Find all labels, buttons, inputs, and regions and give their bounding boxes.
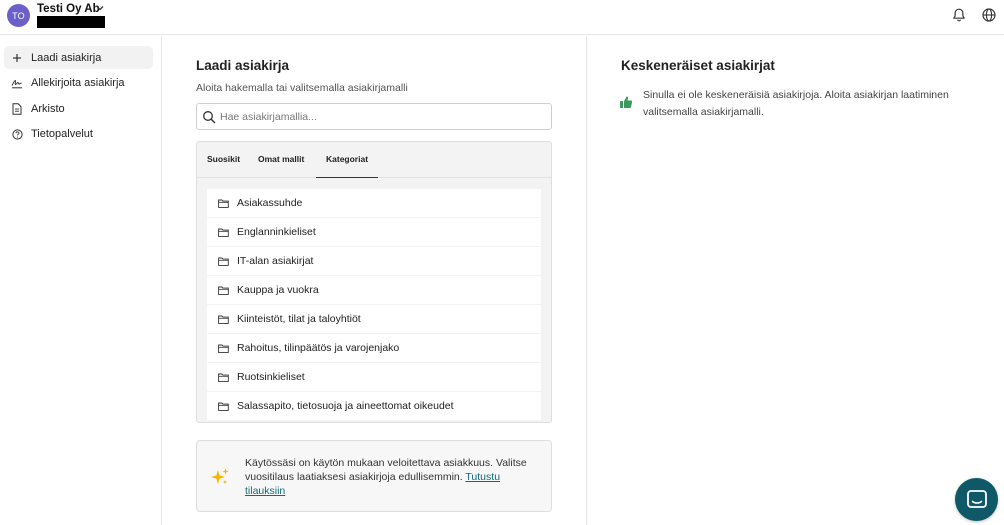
folder-icon (218, 257, 229, 266)
top-bar (0, 0, 1004, 35)
sidebar-item-label: Allekirjoita asiakirja (31, 77, 125, 89)
drafts-empty-text: Sinulla ei ole keskeneräisiä asiakirjoja. Aloita asiakirjan laatiminen valitsemalla asiakirjamalli. (643, 89, 949, 118)
list-item-label: IT-alan asiakirjat (237, 255, 314, 267)
thumbs-up-icon (619, 95, 633, 109)
sidebar-item-label: Laadi asiakirja (31, 51, 102, 64)
folder-icon (218, 228, 229, 237)
list-item[interactable] (207, 305, 541, 333)
folder-icon (218, 286, 229, 295)
sparkle-icon (210, 467, 230, 487)
chat-icon (966, 489, 988, 511)
list-item[interactable] (207, 276, 541, 304)
create-document-section (163, 36, 587, 525)
list-item-label: Rahoitus, tilinpäätös ja varojenjako (237, 342, 400, 354)
template-tabs (197, 142, 551, 178)
folder-icon (218, 199, 229, 208)
chevron-down-icon[interactable] (95, 3, 105, 13)
list-item-label: Kiinteistöt, tilat ja taloyhtiöt (237, 313, 361, 325)
subscription-link[interactable]: Tutustu tilauksiin (245, 471, 501, 497)
folder-icon (218, 402, 229, 411)
list-item-label: Kauppa ja vuokra (237, 284, 319, 296)
list-item[interactable] (207, 392, 541, 420)
help-circle-icon (11, 128, 23, 140)
drafts-section (588, 36, 1004, 525)
list-item-label: Ruotsinkieliset (237, 371, 305, 383)
signature-icon (11, 77, 23, 89)
globe-icon[interactable] (981, 7, 997, 23)
search-box (196, 103, 552, 130)
page-title: Laadi asiakirja (196, 58, 290, 73)
sidebar-item-laadi-asiakirja[interactable] (4, 46, 153, 69)
list-item[interactable] (207, 363, 541, 391)
sidebar-item-label: Tietopalvelut (31, 128, 93, 140)
sidebar-item-arkisto[interactable] (4, 97, 153, 120)
redacted-block (37, 16, 105, 28)
sidebar-item-tietopalvelut[interactable] (4, 123, 153, 146)
page-subtitle: Aloita hakemalla tai valitsemalla asiakirjamalli (196, 82, 408, 94)
category-list (207, 189, 541, 421)
sidebar (0, 36, 162, 525)
folder-icon (218, 315, 229, 324)
list-item-label: Englanninkieliset (237, 226, 316, 238)
org-name[interactable]: Testi Oy Ab (37, 3, 100, 15)
list-item[interactable] (207, 189, 541, 217)
search-icon (202, 110, 216, 124)
plus-icon (11, 52, 23, 64)
list-item[interactable] (207, 334, 541, 362)
list-item-label: Salassapito, tietosuoja ja aineettomat oikeudet (237, 400, 454, 412)
tab-suosikit[interactable]: Suosikit (207, 154, 241, 164)
subscription-notice (196, 440, 552, 512)
tab-kategoriat[interactable]: Kategoriat (316, 142, 378, 178)
notice-message: Käytössäsi on käytön mukaan veloitettava asiakkuus. Valitse vuositilaus laatiaksesi asiakirjoja edullisemmin. (245, 457, 527, 483)
list-item-label: Asiakassuhde (237, 197, 303, 209)
document-icon (11, 103, 23, 115)
notice-text (245, 456, 541, 498)
chat-button[interactable] (955, 478, 998, 521)
folder-icon (218, 344, 229, 353)
list-item[interactable] (207, 218, 541, 246)
bell-icon[interactable] (951, 7, 967, 23)
list-item[interactable] (207, 247, 541, 275)
template-panel (196, 141, 552, 423)
search-input[interactable] (220, 108, 540, 126)
sidebar-item-allekirjoita[interactable] (4, 72, 153, 95)
sidebar-item-label: Arkisto (31, 102, 65, 115)
avatar[interactable]: TO (7, 4, 30, 27)
drafts-title: Keskeneräiset asiakirjat (621, 58, 775, 73)
folder-icon (218, 373, 229, 382)
tab-omat-mallit[interactable]: Omat mallit (258, 154, 305, 164)
